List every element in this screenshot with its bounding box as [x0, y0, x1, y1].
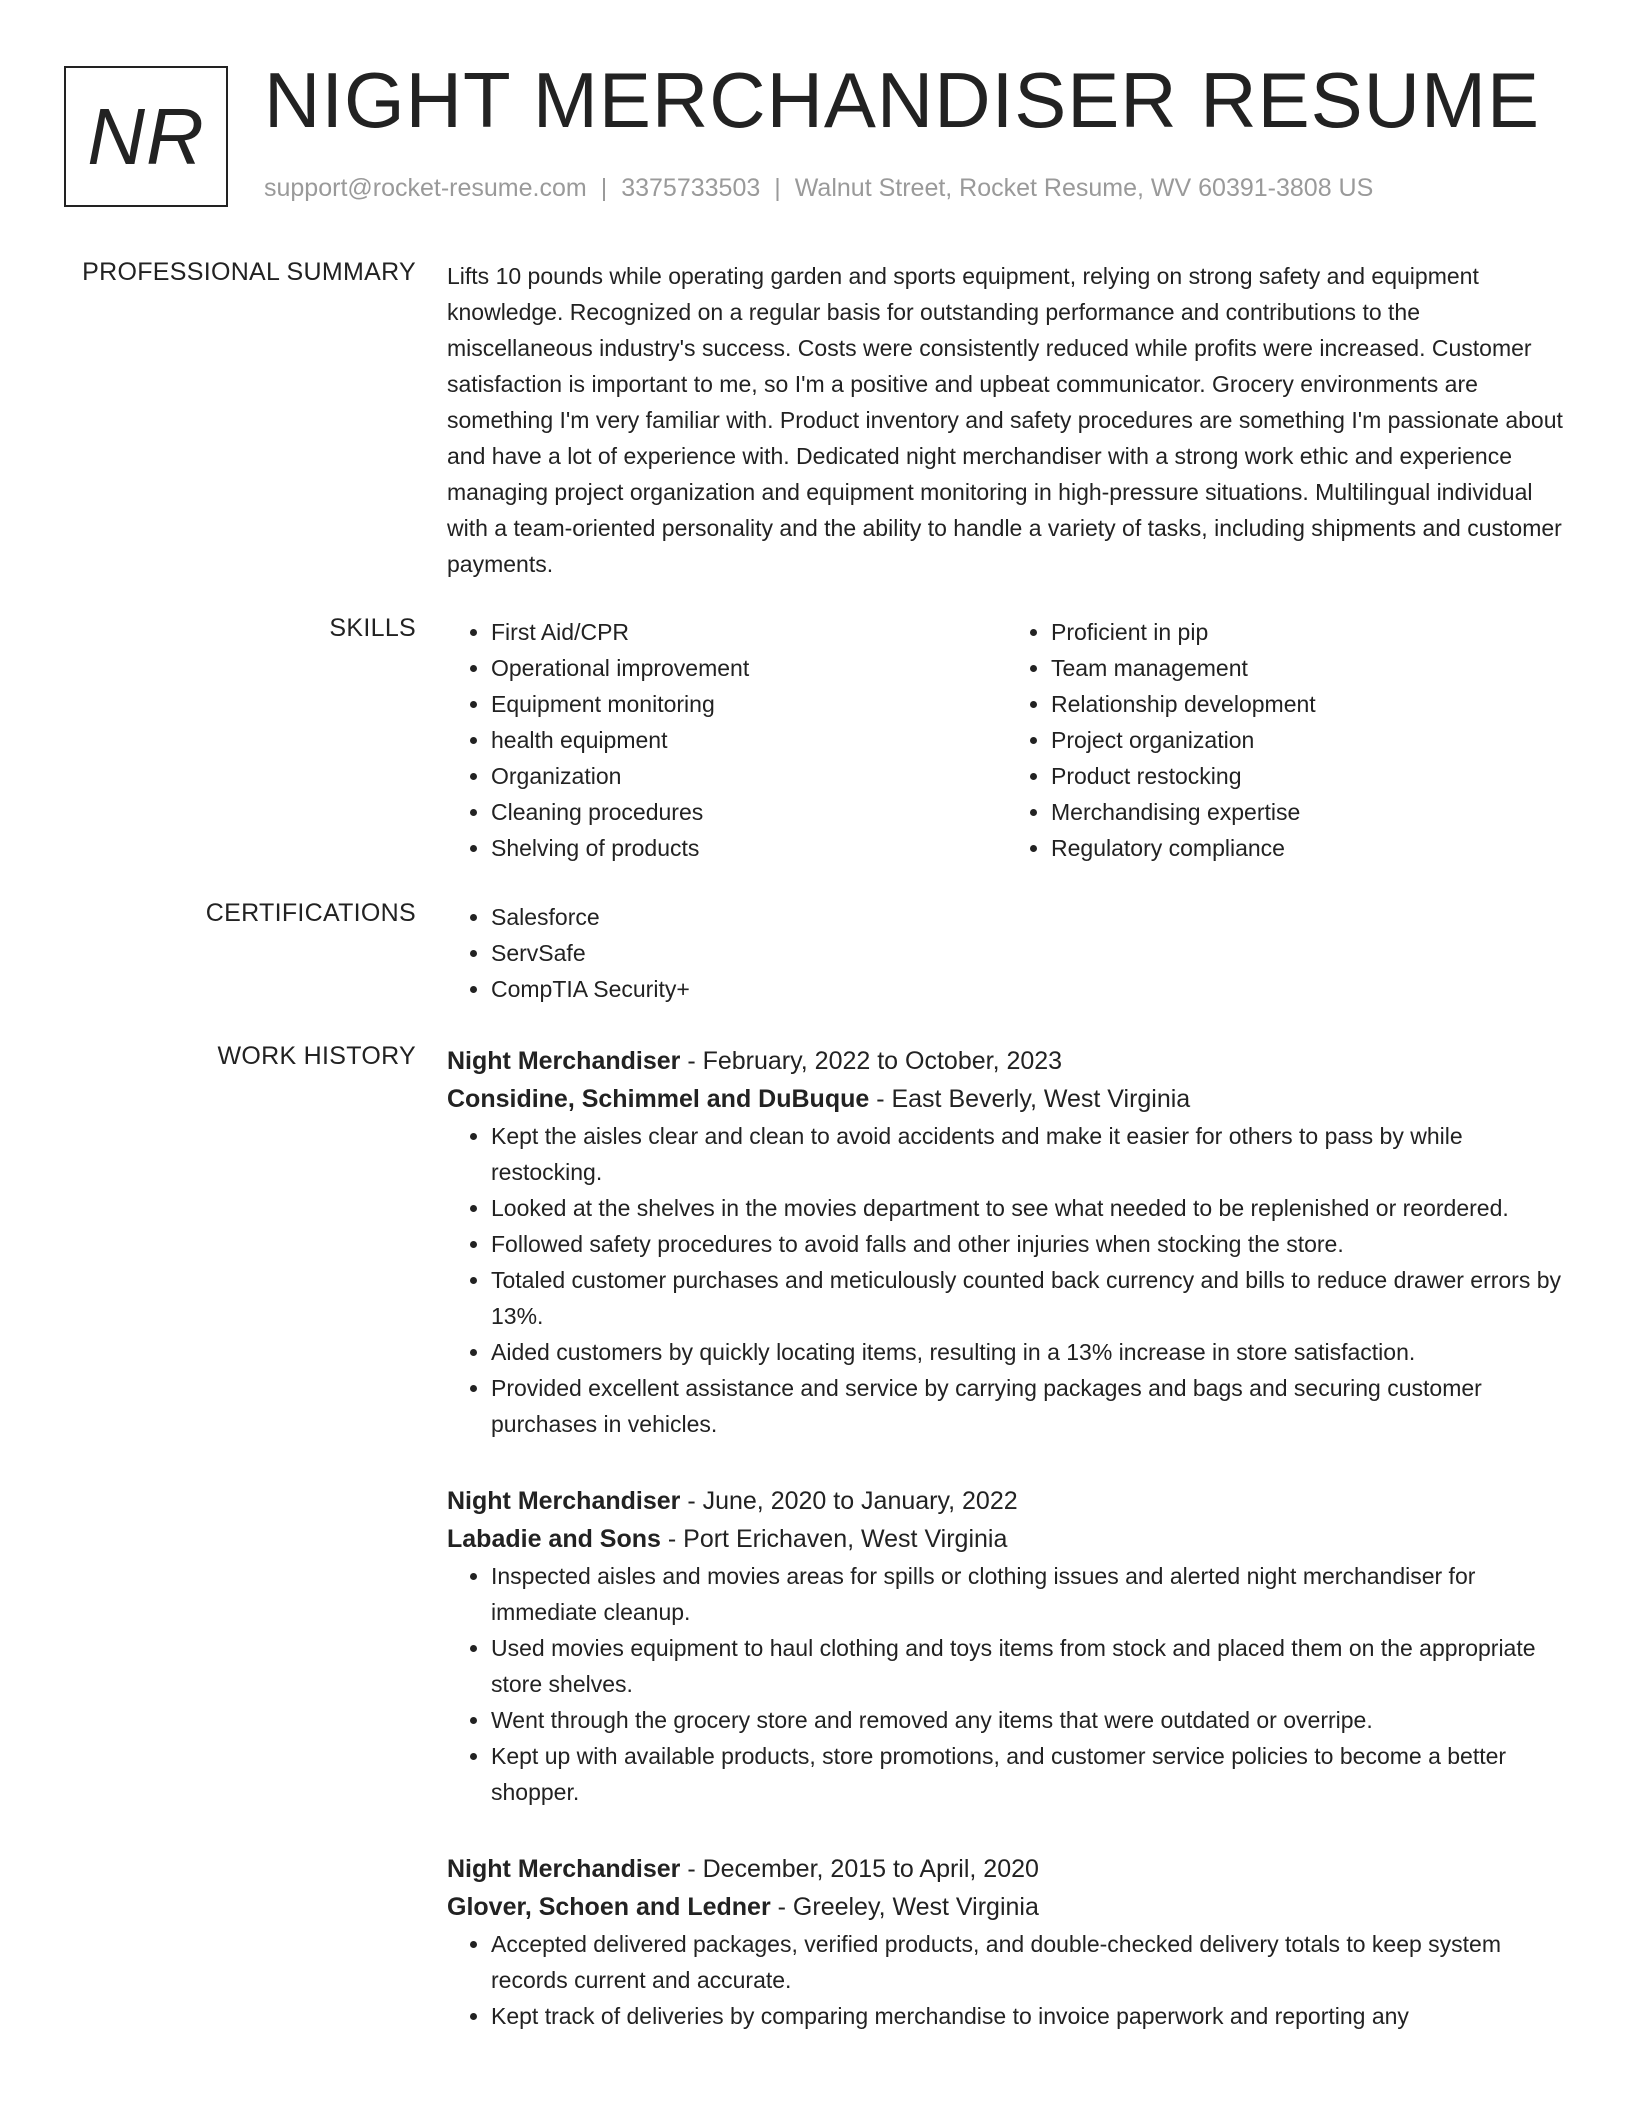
skill-item: • Cleaning procedures — [491, 794, 1007, 830]
job-duties — [447, 1118, 1567, 1442]
skill-item: • Relationship development — [1051, 686, 1567, 722]
job-title-line — [447, 1042, 1567, 1080]
skill-item: • Operational improvement — [491, 650, 1007, 686]
job-duty: • Aided customers by quickly locating items, resulting in a 13% increase in store satisfaction. — [491, 1334, 1567, 1370]
skill-item: • First Aid/CPR — [491, 614, 1007, 650]
job-company-line — [447, 1520, 1567, 1558]
job-duty: • Kept the aisles clear and clean to avoid accidents and make it easier for others to pass by while restocking. — [491, 1118, 1567, 1190]
skills-body — [447, 614, 1567, 866]
contact-separator: | — [774, 174, 781, 202]
skill-item: • Project organization — [1051, 722, 1567, 758]
job-location: - Port Erichaven, West Virginia — [660, 1525, 1008, 1553]
job-duty: • Totaled customer purchases and meticulously counted back currency and bills to reduce drawer errors by 13%. — [491, 1262, 1567, 1334]
job-duty: • Followed safety procedures to avoid falls and other injuries when stocking the store. — [491, 1226, 1567, 1262]
certification-item: • CompTIA Security+ — [491, 971, 1567, 1007]
contact-phone[interactable]: 3375733503 — [621, 174, 761, 202]
job-dates: - February, 2022 to October, 2023 — [680, 1047, 1063, 1075]
certification-item: • Salesforce — [491, 899, 1567, 935]
certifications-label: CERTIFICATIONS — [205, 899, 416, 927]
skill-item: • Product restocking — [1051, 758, 1567, 794]
work-history-body — [447, 1042, 1567, 2074]
job-dates: - December, 2015 to April, 2020 — [680, 1855, 1039, 1883]
job-title-line — [447, 1850, 1567, 1888]
job-duty: • Accepted delivered packages, verified products, and double-checked delivery totals to keep system records current and accurate. — [491, 1926, 1567, 1998]
skill-item: • Merchandising expertise — [1051, 794, 1567, 830]
skill-item: • Shelving of products — [491, 830, 1007, 866]
skill-item: • Organization — [491, 758, 1007, 794]
job-title-line — [447, 1482, 1567, 1520]
job-entry — [447, 1482, 1567, 1810]
job-duties — [447, 1926, 1567, 2034]
skills-list-left — [447, 614, 1007, 866]
job-dates: - June, 2020 to January, 2022 — [680, 1487, 1018, 1515]
certifications-body — [447, 899, 1567, 1007]
skill-item: • Regulatory compliance — [1051, 830, 1567, 866]
job-location: - East Beverly, West Virginia — [869, 1085, 1191, 1113]
resume-title: NIGHT MERCHANDISER RESUME — [264, 56, 1541, 144]
contact-email[interactable]: support@rocket-resume.com — [264, 174, 587, 202]
job-title: Night Merchandiser — [447, 1047, 681, 1075]
skill-item: • health equipment — [491, 722, 1007, 758]
job-entry — [447, 1042, 1567, 1442]
summary-text: Lifts 10 pounds while operating garden and sports equipment, relying on strong safety and equipment knowledge. Recognized on a regular basis for outstanding performance and contributions to the miscellaneous industry's success. Costs were consistently reduced while profits were increased. Customer satisfaction is important to me, so I'm a positive and upbeat communicator. Grocery environments are something I'm very familiar with. Product inventory and safety procedures are something I'm passionate about and have a lot of experience with. Dedicated night merchandiser with a strong work ethic and experience managing project organization and equipment monitoring in high-pressure situations. Multilingual individual with a team-oriented personality and the ability to handle a variety of tasks, including shipments and customer payments. — [447, 263, 1563, 577]
job-title: Night Merchandiser — [447, 1855, 681, 1883]
job-duty: • Looked at the shelves in the movies department to see what needed to be replenished or reordered. — [491, 1190, 1567, 1226]
contact-separator: | — [600, 174, 608, 202]
certification-item: • ServSafe — [491, 935, 1567, 971]
job-company: Glover, Schoen and Ledner — [447, 1893, 771, 1921]
job-duty: • Used movies equipment to haul clothing and toys items from stock and placed them on the appropriate store shelves. — [491, 1630, 1567, 1702]
job-duty: • Kept up with available products, store promotions, and customer service policies to become a better shopper. — [491, 1738, 1567, 1810]
job-company-line — [447, 1080, 1567, 1118]
job-title: Night Merchandiser — [447, 1487, 681, 1515]
job-company: Labadie and Sons — [447, 1525, 661, 1553]
skill-item: • Team management — [1051, 650, 1567, 686]
skills-list-right — [1007, 614, 1567, 866]
work-history-label: WORK HISTORY — [217, 1042, 416, 1070]
job-location: - Greeley, West Virginia — [770, 1893, 1039, 1921]
contact-address: Walnut Street, Rocket Resume, WV 60391-3808 US — [794, 174, 1374, 202]
job-duty: • Provided excellent assistance and service by carrying packages and bags and securing customer purchases in vehicles. — [491, 1370, 1567, 1442]
summary-body — [447, 258, 1567, 582]
certifications-list — [447, 899, 1567, 1007]
job-company-line — [447, 1888, 1567, 1926]
job-company: Considine, Schimmel and DuBuque — [447, 1085, 870, 1113]
job-duty: • Inspected aisles and movies areas for spills or clothing issues and alerted night merchandiser for immediate cleanup. — [491, 1558, 1567, 1630]
job-duty: • Went through the grocery store and removed any items that were outdated or overripe. — [491, 1702, 1567, 1738]
job-duties — [447, 1558, 1567, 1810]
summary-label: PROFESSIONAL SUMMARY — [82, 258, 416, 286]
job-entry — [447, 1850, 1567, 2034]
skills-label: SKILLS — [329, 614, 416, 642]
job-duty: • Kept track of deliveries by comparing merchandise to invoice paperwork and reporting any — [491, 1998, 1567, 2034]
contact-line — [264, 174, 1373, 203]
skill-item: • Proficient in pip — [1051, 614, 1567, 650]
monogram-logo: NR — [64, 66, 228, 207]
skill-item: • Equipment monitoring — [491, 686, 1007, 722]
